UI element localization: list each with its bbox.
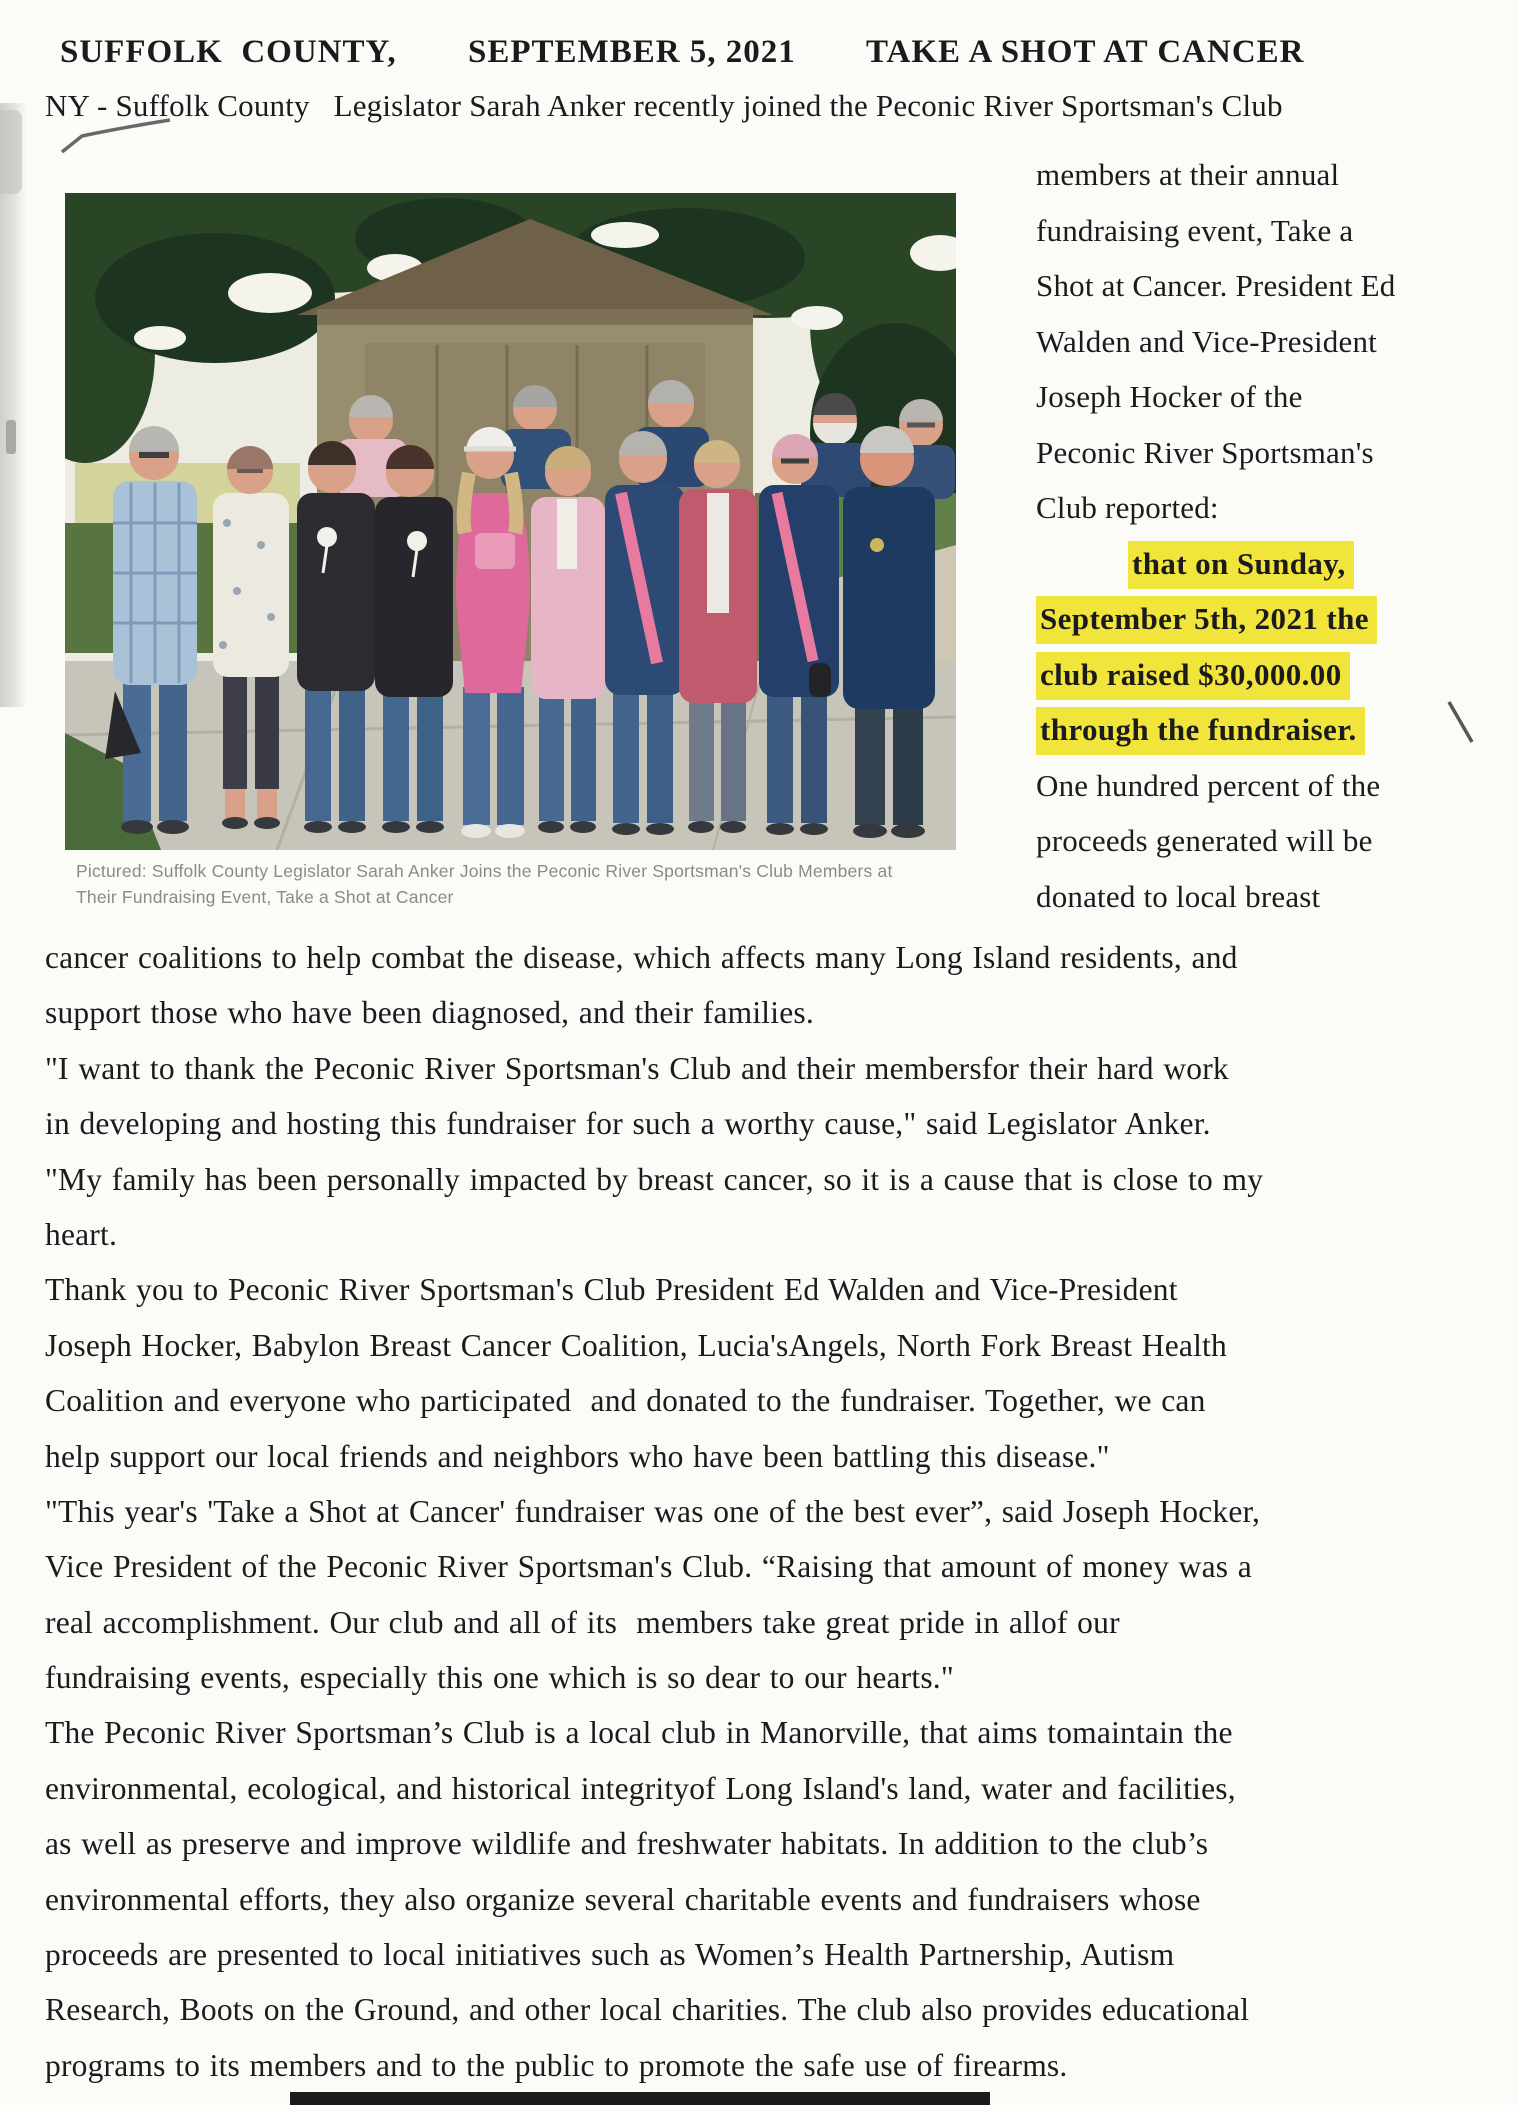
right-column-line: One hundred percent of the [1036,767,1381,803]
photo-caption [76,858,893,910]
right-column-line: proceeds generated will be [1036,823,1373,858]
highlight-text: through the fundraiser. [1036,707,1365,755]
right-column-line: Peconic River Sportsman's [1036,434,1374,470]
pen-mark-checkmark [62,120,170,152]
right-column-line: Joseph Hocker of the [1036,379,1303,414]
body-line: real accomplishment. Our club and all of its members take great pride in allof our [45,1604,1120,1640]
body-line: support those who have been diagnosed, and their families. [45,995,814,1031]
scan-edge-mark [6,420,16,454]
body-line: as well as preserve and improve wildlife and freshwater habitats. In addition to the club’s [45,1826,1209,1862]
body-line: fundraising events, especially this one which is so dear to our hearts." [45,1660,954,1696]
body-line: Research, Boots on the Ground, and other local charities. The club also provides educational [45,1992,1250,2028]
photo-caption-line2: Their Fundraising Event, Take a Shot at Cancer [76,887,454,907]
highlighted-line [1036,647,1504,703]
right-column-line: fundraising event, Take a [1036,212,1354,248]
body-line: "This year's 'Take a Shot at Cancer' fundraiser was one of the best ever”, said Joseph Hocker, [45,1493,1261,1529]
right-column-line: members at their annual [1036,157,1340,192]
photo-caption-line1: Pictured: Suffolk County Legislator Sarah Anker Joins the Peconic River Sportsman's Club Members at [76,861,893,881]
body-line: Thank you to Peconic River Sportsman's Club President Ed Walden and Vice-President [45,1272,1178,1308]
body-line: environmental efforts, they also organize several charitable events and fundraisers whose [45,1881,1201,1917]
highlight-text: that on Sunday, [1128,541,1354,589]
article-body [45,930,1493,2093]
intro-line: NY - Suffolk County Legislator Sarah Anker recently joined the Peconic River Sportsman's Club [45,88,1283,123]
right-column [1036,147,1504,924]
body-line: "My family has been personally impacted by breast cancer, so it is a cause that is close to my [45,1161,1264,1197]
right-column-line: donated to local breast [1036,878,1321,914]
body-line: programs to its members and to the public to promote the safe use of firearms. [45,2047,1068,2083]
body-line: in developing and hosting this fundraiser for such a worthy cause," said Legislator Anker. [45,1106,1211,1142]
right-column-line: Shot at Cancer. President Ed [1036,268,1396,303]
scan-artifact-bar [290,2092,990,2105]
highlight-text: September 5th, 2021 the [1036,596,1377,644]
group-photo-scene [65,193,956,850]
body-line: proceeds are presented to local initiatives such as Women’s Health Partnership, Autism [45,1937,1175,1973]
highlighted-line [1036,702,1504,758]
header-article-title: TAKE A SHOT AT CANCER [866,34,1305,70]
highlighted-line [1036,591,1504,647]
header-dateline-left: SUFFOLK COUNTY, [60,34,397,70]
scan-edge-smudge [0,110,22,194]
body-line: The Peconic River Sportsman’s Club is a local club in Manorville, that aims tomaintain the [45,1715,1233,1751]
body-line: Vice President of the Peconic River Sportsman's Club. “Raising that amount of money was a [45,1549,1252,1585]
body-line: environmental, ecological, and historical integrityof Long Island's land, water and facilities, [45,1770,1236,1806]
body-line: heart. [45,1216,118,1252]
body-line: Coalition and everyone who participated and donated to the fundraiser. Together, we can [45,1383,1206,1419]
body-line: Joseph Hocker, Babylon Breast Cancer Coalition, Lucia'sAngels, North Fork Breast Health [45,1327,1227,1363]
highlighted-line [1036,536,1504,592]
body-line: help support our local friends and neighbors who have been battling this disease." [45,1438,1110,1474]
body-line: "I want to thank the Peconic River Sportsman's Club and their membersfor their hard work [45,1050,1229,1086]
body-line: cancer coalitions to help combat the disease, which affects many Long Island residents, and [45,940,1238,975]
right-column-line: Walden and Vice-President [1036,323,1377,359]
header-dateline-date: SEPTEMBER 5, 2021 [468,34,796,70]
right-column-line: Club reported: [1036,490,1219,525]
highlight-text: club raised $30,000.00 [1036,652,1350,700]
group-photo [65,193,956,850]
